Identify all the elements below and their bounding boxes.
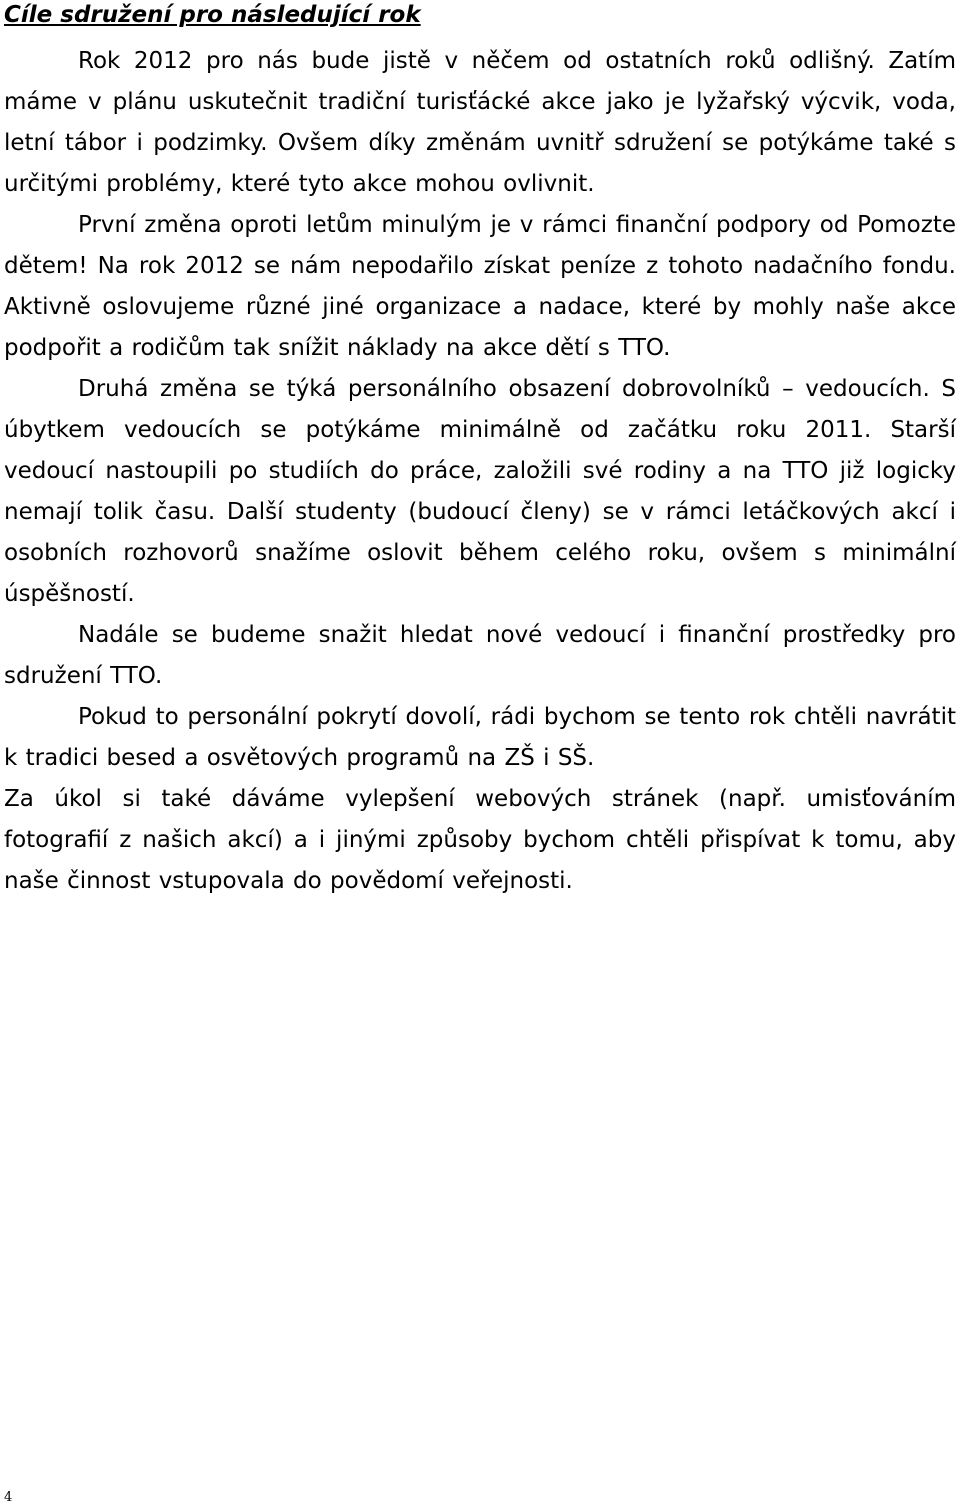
paragraph-website: Za úkol si také dáváme vylepšení webových stránek (např. umisťováním fotografií z našich akcí) a i jinými způsoby bychom chtěli přispívat k tomu, aby naše činnost vstupovala do povědomí veřejnosti. <box>4 786 956 894</box>
page-number: 4 <box>4 1490 13 1505</box>
paragraph-volunteer-staffing: Druhá změna se týká personálního obsazení dobrovolníků – vedoucích. S úbytkem vedoucích se potýkáme minimálně od začátku roku 2011. Starší vedoucí nastoupili po studiích do práce, založili své rodiny a na TTO již logicky nemají tolik času. Další studenty (budoucí členy) se v rámci letáčkových akcí i osobních rozhovorů snažíme oslovit během celého roku, ovšem s minimální úspěšností. <box>4 376 956 607</box>
paragraph-plans-2012: Rok 2012 pro nás bude jistě v něčem od ostatních roků odlišný. Zatím máme v plánu uskutečnit tradiční turisťácké akce jako je lyžařský výcvik, voda, letní tábor i podzimky. Ovšem díky změnám uvnitř sdružení se potýkáme také s určitými problémy, které tyto akce mohou ovlivnit. <box>4 48 956 197</box>
section-heading: Cíle sdružení pro následující rok <box>4 2 421 28</box>
paragraph-financial-support: První změna oproti letům minulým je v rámci finanční podpory od Pomozte dětem! Na rok 2012 se nám nepodařilo získat peníze z tohoto nadačního fondu. Aktivně oslovujeme různé jiné organizace a nadace, které by mohly naše akce podpořit a rodičům tak snížit náklady na akce dětí s TTO. <box>4 212 956 361</box>
paragraph-school-programs: Pokud to personální pokrytí dovolí, rádi bychom se tento rok chtěli navrátit k tradici besed a osvětových programů na ZŠ i SŠ. <box>4 704 956 771</box>
body-text <box>4 30 956 902</box>
document-page <box>4 0 956 902</box>
paragraph-continued-search: Nadále se budeme snažit hledat nové vedoucí i finanční prostředky pro sdružení TTO. <box>4 622 956 689</box>
